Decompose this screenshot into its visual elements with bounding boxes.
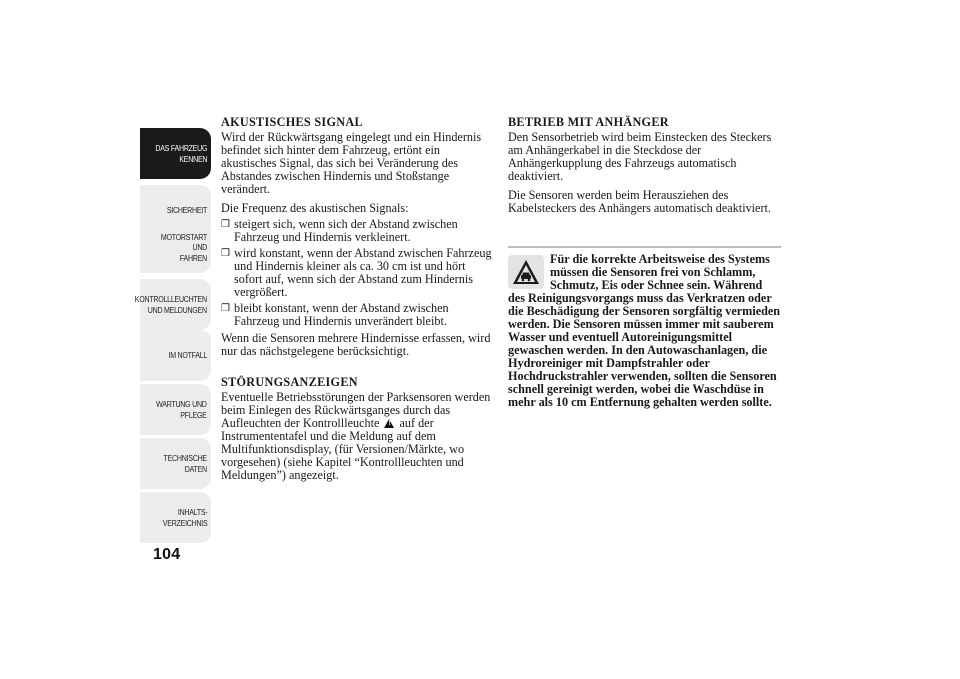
heading-stoerungsanzeigen: STÖRUNGSANZEIGEN	[221, 375, 358, 389]
list-item: ❒ wird konstant, wenn der Abstand zwischen Fahrzeug und Hindernis kleiner als ca. 30 cm ist und hört sofort auf, wenn sich der Abstand zum Hindernis vergrößert.	[221, 246, 492, 299]
tab-label: DAS FAHRZEUG KENNEN	[155, 143, 207, 164]
warning-box	[508, 253, 781, 409]
tab-label: TECHNISCHE DATEN	[163, 453, 207, 474]
tab-inhaltsverzeichnis[interactable]	[140, 492, 211, 543]
tab-label: MOTORSTART UND FAHREN	[160, 231, 207, 263]
tab-das-fahrzeug-kennen[interactable]	[140, 128, 211, 179]
warning-car-icon	[508, 255, 544, 289]
tab-kontrollleuchten[interactable]	[134, 279, 211, 330]
checkbox-bullet-icon: ❒	[221, 219, 230, 230]
warning-triangle-icon	[384, 419, 394, 428]
tab-technische-daten[interactable]	[140, 438, 211, 489]
heading-betrieb-mit-anhaenger: BETRIEB MIT ANHÄNGER	[508, 115, 669, 129]
page-number: 104	[153, 546, 181, 563]
tab-wartung-und-pflege[interactable]	[140, 384, 211, 435]
tab-label: SICHERHEIT	[166, 205, 207, 216]
checkbox-bullet-icon: ❒	[221, 248, 230, 259]
heading-akustisches-signal: AKUSTISCHES SIGNAL	[221, 115, 363, 129]
checkbox-bullet-icon: ❒	[221, 303, 230, 314]
paragraph: Den Sensorbetrieb wird beim Einstecken des Steckers am Anhängerkabel in die Steckdose der Anhängerkupplung des Fahrzeugs automatisch deaktiviert.	[508, 130, 772, 183]
right-column	[508, 116, 781, 221]
paragraph: Wenn die Sensoren mehrere Hindernisse erfassen, wird nur das nächstgelegene berücksichtigt.	[221, 331, 491, 358]
divider	[508, 246, 781, 248]
bullet-list	[221, 218, 496, 328]
list-item: ❒ bleibt konstant, wenn der Abstand zwischen Fahrzeug und Hindernis unverändert bleibt.	[221, 301, 449, 328]
paragraph: Wird der Rückwärtsgang eingelegt und ein Hindernis befindet sich hinter dem Fahrzeug, ertönt ein akustisches Signal, das sich bei Veränderung des Abstandes zwischen Hindernis und Stoßstange verändert.	[221, 130, 482, 196]
left-column	[221, 116, 496, 488]
paragraph: Eventuelle Betriebsstörungen der Parksensoren werden beim Einlegen des Rückwärtsganges durch das Aufleuchten der Kontrollleuchte ! auf der Instrumententafel und die Meldung auf dem Multifunktionsdisplay, (für Versionen/Märkte, wo vorgesehen) (siehe Kapitel “Kontrollleuchten und Meldungen”) angezeigt.	[221, 391, 496, 482]
tab-label: INHALTS- VERZEICHNIS	[162, 507, 207, 528]
warning-text: Für die korrekte Arbeitsweise des Systems müssen die Sensoren frei von Schlamm, Schmutz, Eis oder Schnee sein. Während des Reinigungsvorgangs muss das Verkratzen oder die Beschädigung der Sensoren sorgfältig vermieden werden. Die Sensoren müssen immer mit sauberem Wasser und eventuell Autoreinigungsmittel gewaschen werden. In den Autowaschanlagen, die Hydroreiniger mit Dampfstrahler oder Hochdruckstrahler verwenden, sollten die Sensoren schnell gereinigt werden, wobei die Waschdüse in mehr als 10 cm Entfernung gehalten werden sollte.	[508, 252, 781, 409]
list-item: ❒ steigert sich, wenn sich der Abstand zwischen Fahrzeug und Hindernis verkleinert.	[221, 217, 458, 244]
tab-label: KONTROLLLEUCHTEN UND MELDUNGEN	[134, 294, 207, 315]
tab-motorstart-und-fahren[interactable]	[140, 222, 211, 273]
tab-label: IM NOTFALL	[168, 350, 207, 361]
tab-label: WARTUNG UND PFLEGE	[156, 399, 207, 420]
paragraph: Die Frequenz des akustischen Signals:	[221, 201, 409, 215]
tab-im-notfall[interactable]	[140, 330, 211, 381]
paragraph: Die Sensoren werden beim Herausziehen des Kabelsteckers des Anhängers automatisch deaktiviert.	[508, 188, 771, 215]
